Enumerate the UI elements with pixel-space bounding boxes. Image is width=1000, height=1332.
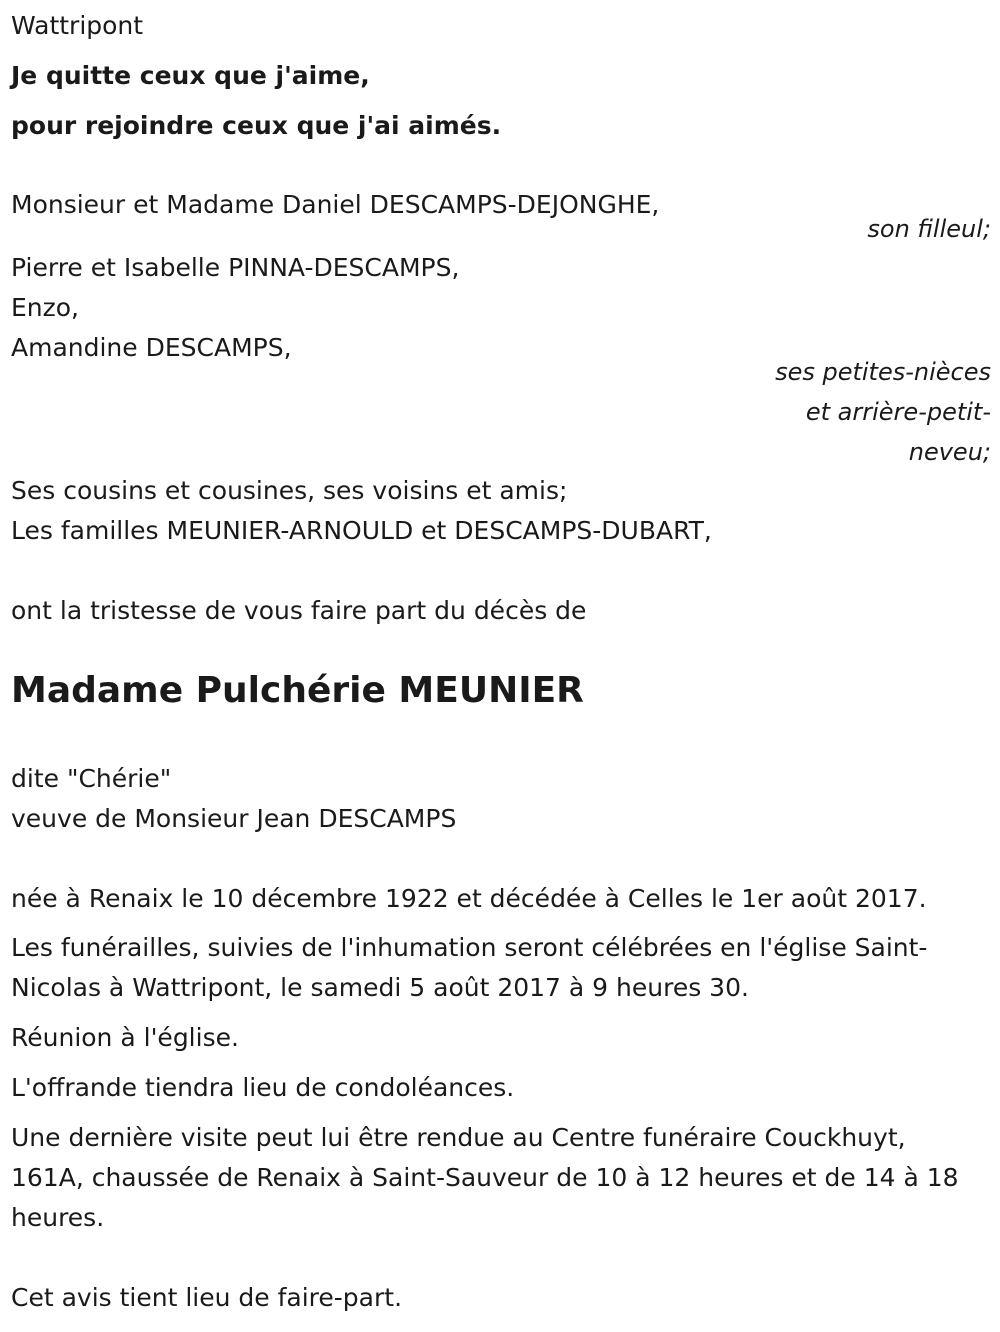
visit-details: heures.	[11, 1203, 105, 1232]
family-member: Enzo,	[11, 293, 80, 322]
closing: Cet avis tient lieu de faire-part.	[11, 1283, 403, 1312]
family-members-role-line: ses petites-nièces	[775, 358, 991, 386]
family-member: Pierre et Isabelle PINNA-DESCAMPS,	[11, 253, 460, 282]
announcement: ont la tristesse de vous faire part du décès de	[11, 596, 587, 625]
family-others: Ses cousins et cousines, ses voisins et amis;	[11, 476, 568, 505]
visit-details: Une dernière visite peut lui être rendue au Centre funéraire Couckhuyt,	[11, 1123, 906, 1152]
funeral-details: Les funérailles, suivies de l'inhumation seront célébrées en l'église Saint-	[11, 933, 928, 962]
visit-details: 161A, chaussée de Renaix à Saint-Sauveur de 10 à 12 heures et de 14 à 18	[11, 1163, 959, 1192]
family-others: Les familles MEUNIER-ARNOULD et DESCAMPS-DUBART,	[11, 516, 712, 545]
quote-line-1: Je quitte ceux que j'aime,	[11, 61, 370, 90]
deceased-name: Madame Pulchérie MEUNIER	[11, 670, 584, 711]
quote-line-2: pour rejoindre ceux que j'ai aimés.	[11, 111, 502, 140]
family-member: Amandine DESCAMPS,	[11, 333, 292, 362]
funeral-details: Nicolas à Wattripont, le samedi 5 août 2017 à 9 heures 30.	[11, 973, 749, 1002]
offering: L'offrande tiendra lieu de condoléances.	[11, 1073, 515, 1102]
deceased-widow-of: veuve de Monsieur Jean DESCAMPS	[11, 804, 457, 833]
family-godson-role: son filleul;	[867, 215, 991, 243]
deceased-nickname: dite "Chérie"	[11, 764, 172, 793]
family-godson: Monsieur et Madame Daniel DESCAMPS-DEJONGHE,	[11, 190, 660, 219]
family-members-role-line: et arrière-petit-	[805, 398, 991, 426]
birth-death: née à Renaix le 10 décembre 1922 et décédée à Celles le 1er août 2017.	[11, 884, 927, 913]
meeting: Réunion à l'église.	[11, 1023, 239, 1052]
location: Wattripont	[11, 11, 144, 40]
family-members-role-line: neveu;	[908, 438, 991, 466]
